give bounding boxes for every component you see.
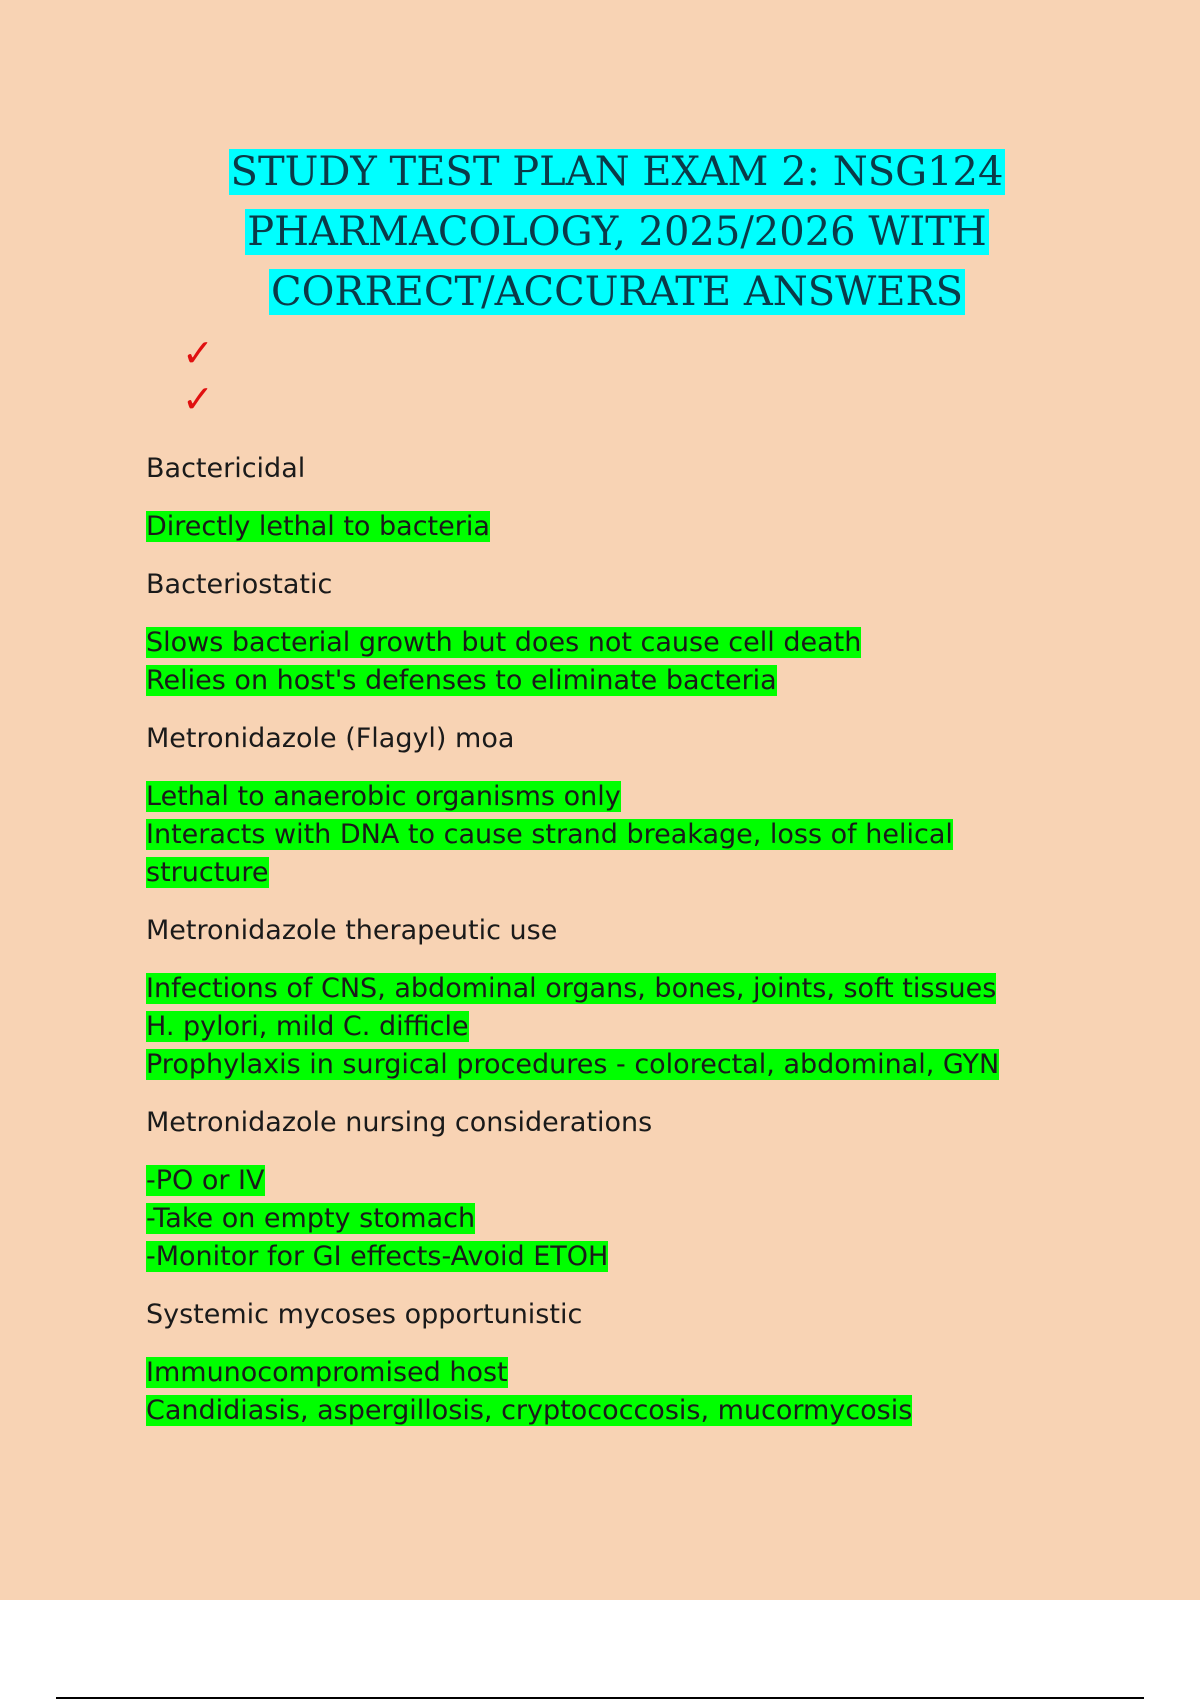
term: Bactericidal — [146, 453, 306, 484]
answer-line: Candidiasis, aspergillosis, cryptococcosis, mucormycosis — [146, 1395, 913, 1426]
check-mark-list — [182, 330, 214, 422]
flashcard-list — [146, 450, 1086, 1450]
footer-divider — [56, 1697, 1144, 1699]
term: Bacteriostatic — [146, 569, 333, 600]
answer — [146, 508, 1086, 546]
answer — [146, 970, 1086, 1084]
check-mark-icon: ✓ — [182, 331, 214, 375]
term: Systemic mycoses opportunistic — [146, 1299, 583, 1330]
answer — [146, 1354, 1086, 1430]
answer-line: -Monitor for GI effects-Avoid ETOH — [146, 1241, 609, 1272]
answer-line: Relies on host's defenses to eliminate bacteria — [146, 665, 777, 696]
answer-line: Immunocompromised host — [146, 1357, 508, 1388]
term: Metronidazole nursing considerations — [146, 1107, 653, 1138]
answer-line: -Take on empty stomach — [146, 1203, 476, 1234]
answer — [146, 778, 1086, 892]
check-mark-icon: ✓ — [182, 377, 214, 421]
answer-line: -PO or IV — [146, 1165, 265, 1196]
term: Metronidazole (Flagyl) moa — [146, 723, 515, 754]
document-title — [150, 142, 1084, 322]
title-line: CORRECT/ACCURATE ANSWERS — [271, 269, 963, 315]
answer — [146, 1162, 1086, 1276]
answer-line: Directly lethal to bacteria — [146, 511, 490, 542]
term: Metronidazole therapeutic use — [146, 915, 558, 946]
answer — [146, 624, 1086, 700]
answer-line: Infections of CNS, abdominal organs, bones, joints, soft tissues — [146, 973, 997, 1004]
answer-line: H. pylori, mild C. difficle — [146, 1011, 469, 1042]
answer-line: Lethal to anaerobic organisms only — [146, 781, 621, 812]
answer-line: Prophylaxis in surgical procedures - colorectal, abdominal, GYN — [146, 1049, 1000, 1080]
answer-line: structure — [146, 857, 269, 888]
title-line: STUDY TEST PLAN EXAM 2: NSG124 — [230, 149, 1004, 195]
answer-line: Slows bacterial growth but does not cause cell death — [146, 627, 862, 658]
answer-line: Interacts with DNA to cause strand breakage, loss of helical — [146, 819, 953, 850]
title-line: PHARMACOLOGY, 2025/2026 WITH — [247, 209, 987, 255]
